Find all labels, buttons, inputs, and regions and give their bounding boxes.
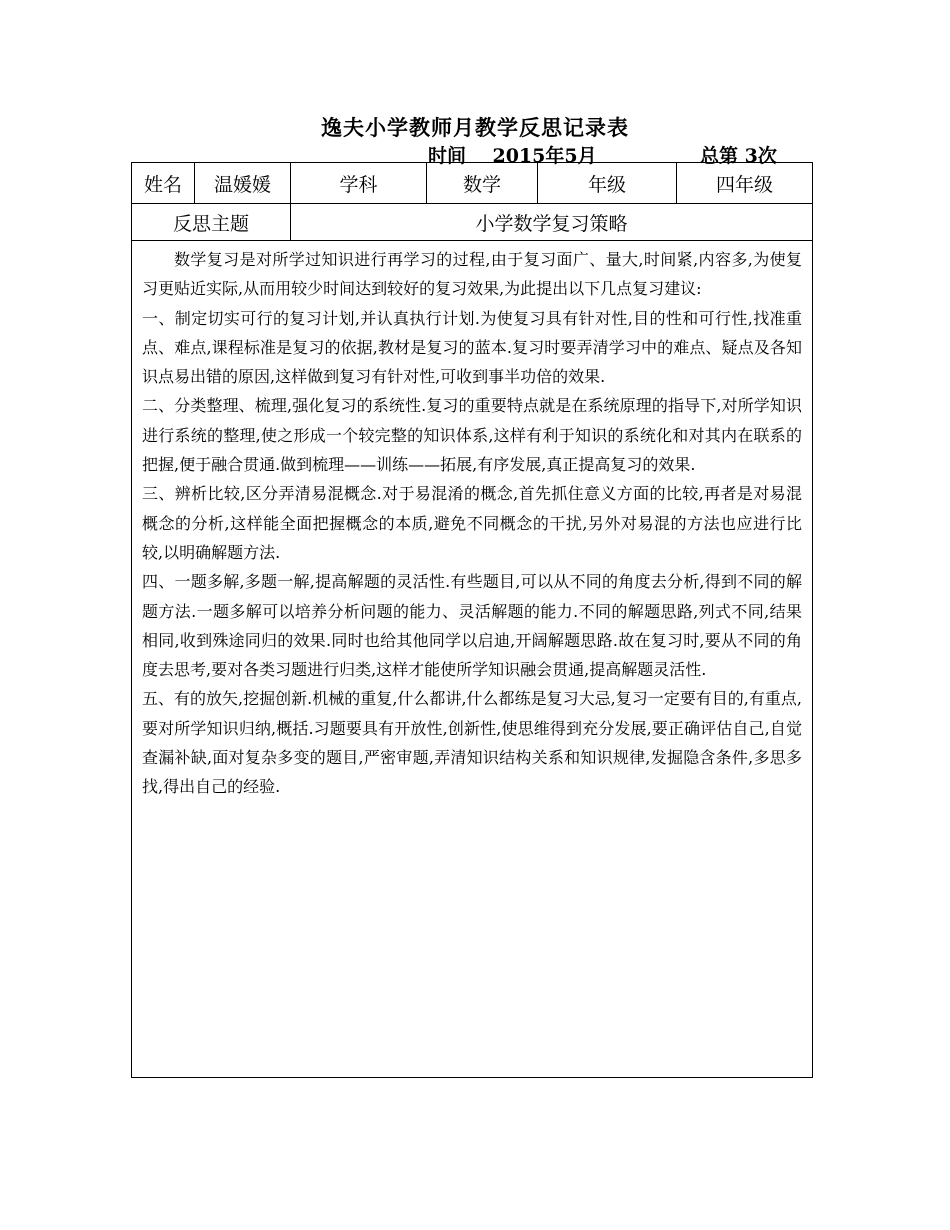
info-row (132, 163, 813, 204)
subject-value: 数学 (427, 163, 538, 204)
document-title: 逸夫小学教师月教学反思记录表 (321, 115, 629, 140)
name-value: 温媛媛 (195, 163, 291, 204)
topic-row (132, 204, 813, 241)
paragraph-3: 三、辨析比较,区分弄清易混概念.对于易混淆的概念,首先抓住意义方面的比较,再者是对易混概念的分析,这样能全面把握概念的本质,避免不同概念的干扰,另外对易混的方法也应进行比较,以明确解题方法. (142, 484, 802, 562)
paragraph-2: 二、分类整理、梳理,强化复习的系统性.复习的重要特点就是在系统原理的指导下,对所学知识进行系统的整理,使之形成一个较完整的知识体系,这样有利于知识的系统化和对其内在联系的把握,便于融合贯通.做到梳理——训练——拓展,有序发展,真正提高复习的效果. (142, 396, 802, 475)
topic-value: 小学数学复习策略 (291, 204, 813, 241)
time-value: 2015年5月 (492, 145, 597, 167)
content-cell (132, 241, 813, 1078)
time-label: 时间 (428, 145, 467, 167)
paragraph-intro: 数学复习是对所学过知识进行再学习的过程,由于复习面广、量大,时间紧,内容多,为使复习更贴近实际,从而用较少时间达到较好的复习效果,为此提出以下几点复习建议: (142, 250, 802, 299)
reflection-table (131, 162, 813, 1078)
subject-label: 学科 (291, 163, 427, 204)
paragraph-5: 五、有的放矢,挖掘创新.机械的重复,什么都讲,什么都练是复习大忌,复习一定要有目的,有重点,要对所学知识归纳,概括.习题要具有开放性,创新性,使思维得到充分发展,要正确评估自己,自觉查漏补缺,面对复杂多变的题目,严密审题,弄清知识结构关系和知识规律,发掘隐含条件,多思多找,得出自己的经验. (142, 689, 802, 797)
topic-label: 反思主题 (132, 204, 291, 241)
count-label: 总第 (700, 145, 739, 167)
name-label: 姓名 (132, 163, 195, 204)
grade-value: 四年级 (677, 163, 813, 204)
paragraph-1: 一、制定切实可行的复习计划,并认真执行计划.为使复习具有针对性,目的性和可行性,找准重点、难点,课程标准是复习的依据,教材是复习的蓝本.复习时要弄清学习中的难点、疑点及各知识点易出错的原因,这样做到复习有针对性,可收到事半功倍的效果. (142, 308, 802, 387)
count-value: 3次 (744, 145, 777, 167)
content-row (132, 241, 813, 1078)
grade-label: 年级 (538, 163, 677, 204)
paragraph-4: 四、一题多解,多题一解,提高解题的灵活性.有些题目,可以从不同的角度去分析,得到不同的解题方法.一题多解可以培养分析问题的能力、灵活解题的能力.不同的解题思路,列式不同,结果相同,收到殊途同归的效果.同时也给其他同学以启迪,开阔解题思路.故在复习时,要从不同的角度去思考,要对各类习题进行归类,这样才能使所学知识融会贯通,提高解题灵活性. (142, 572, 802, 680)
reflection-content (132, 241, 812, 802)
